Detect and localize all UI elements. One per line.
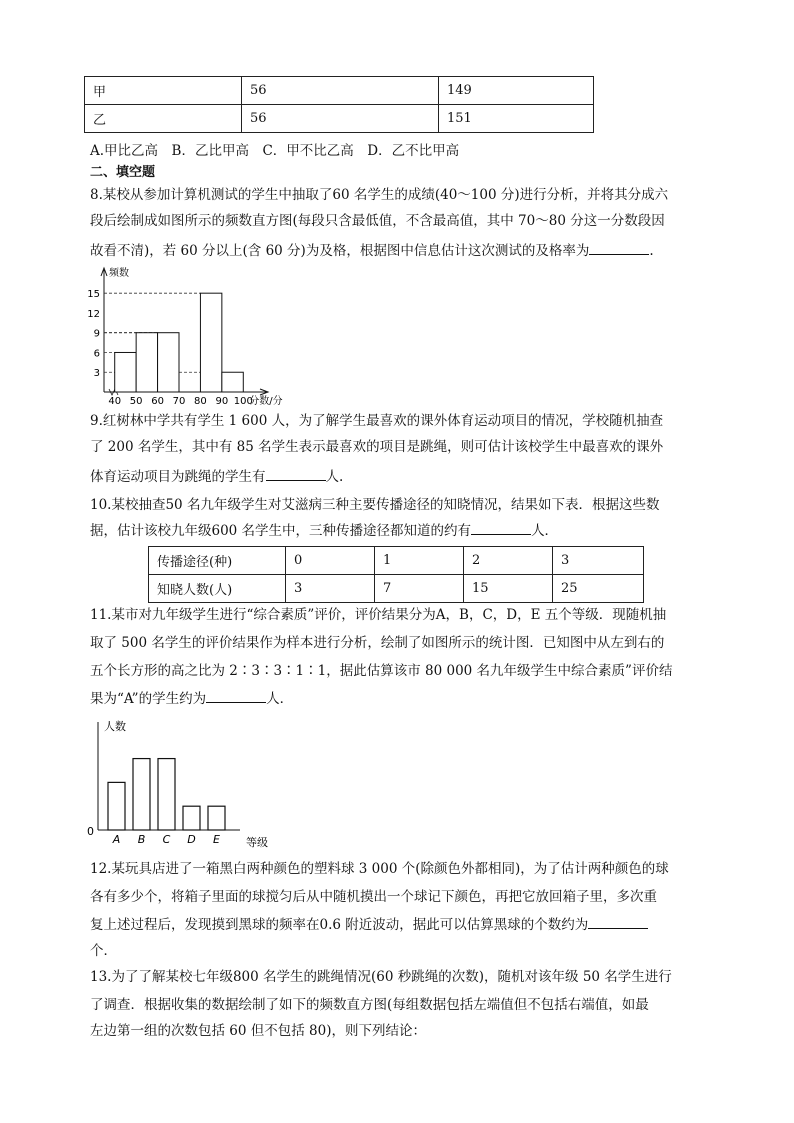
x-tick-label: 70: [172, 396, 186, 406]
x-tick-label: 50: [129, 396, 143, 406]
q10-end: 人．: [531, 523, 559, 539]
q8-line3: [90, 240, 710, 262]
table-cell: 56: [242, 105, 439, 133]
x-tick-label: A: [112, 833, 121, 846]
q10-line2: [90, 520, 710, 542]
x-tick-label: 80: [194, 396, 207, 406]
y-tick-label: 15: [87, 289, 100, 301]
origin-label: 0: [87, 825, 94, 838]
q10-line1: 10.某校抽查50 名九年级学生对艾滋病三种主要传播途径的知晓情况，结果如下表．根据这些数: [90, 497, 660, 513]
answer-blank[interactable]: [206, 688, 266, 703]
q9-text: 体育运动项目为跳绳的学生有: [90, 469, 266, 485]
table-cell: 0: [286, 547, 375, 575]
y-tick-label: 3: [93, 368, 100, 380]
y-tick-label: 6: [93, 348, 100, 360]
grade-bar: [208, 806, 225, 830]
q12-line4: 个．: [90, 943, 117, 959]
q9-line1: 9.红树林中学共有学生 1 600 人，为了解学生最喜欢的课外体育运动项目的情况，学校随机抽查: [90, 413, 664, 429]
q8-line1: 8.某校从参加计算机测试的学生中抽取了60 名学生的成绩(40～100 分)进行分析，并将其分成六: [90, 187, 669, 203]
x-axis-label: 等级: [246, 836, 268, 849]
x-tick-label: 90: [215, 396, 229, 406]
histogram-chart: [80, 266, 320, 406]
y-tick-label: 9: [93, 328, 100, 340]
table-cell: 传播途径(种): [149, 547, 286, 575]
q9-line3: [90, 466, 710, 488]
q9-line2: 了 200 名学生，其中有 85 名学生表示最喜欢的项目是跳绳，则可估计该校学生中最喜欢的课外: [90, 439, 664, 455]
grade-bar: [183, 806, 200, 830]
table-cell: 甲: [85, 77, 242, 105]
x-tick-label: B: [137, 833, 146, 846]
grade-bar: [133, 759, 150, 830]
q13-line3: 左边第一组的次数包括 60 但不包括 80)，则下列结论：: [90, 1023, 426, 1039]
answer-blank[interactable]: [588, 914, 648, 929]
histogram-bar: [136, 333, 157, 392]
q13-line2: 了调查．根据收集的数据绘制了如下的频数直方图(每组数据包括左端值但不包括右端值，如最: [90, 997, 649, 1013]
answer-blank[interactable]: [266, 466, 326, 481]
q10-table: [148, 546, 644, 603]
table-row: [85, 105, 594, 133]
q11-line3: 五个长方形的高之比为 2∶3∶3∶1∶1，据此估算该市 80 000 名九年级学生中综合素质”评价结: [90, 663, 673, 679]
table-cell: 15: [464, 575, 553, 603]
q13-line1: 13.为了了解某校七年级800 名学生的跳绳情况(60 秒跳绳的次数)，随机对该年级 50 名学生进行: [90, 969, 672, 985]
table-row: [149, 547, 644, 575]
table-cell: 3: [553, 547, 644, 575]
section-title: 二、填空题: [90, 165, 156, 180]
table-cell: 1: [375, 547, 464, 575]
table-cell: 知晓人数(人): [149, 575, 286, 603]
histogram-bar: [200, 293, 221, 392]
table-row: [149, 575, 644, 603]
table-cell: 56: [242, 77, 439, 105]
histogram-bar: [158, 333, 179, 392]
x-tick-label: 100: [233, 396, 253, 406]
q8-text: 故看不清)，若 60 分以上(含 60 分)为及格，根据图中信息估计这次测试的及格率为: [90, 243, 590, 259]
x-tick-label: 40: [108, 396, 122, 406]
histogram-bar: [115, 352, 136, 392]
q11-line2: 取了 500 名学生的评价结果作为样本进行分析，绘制了如图所示的统计图．已知图中从左到右的: [90, 635, 665, 651]
grade-bar: [158, 759, 175, 830]
table-row: [85, 77, 594, 105]
y-axis-label: 人数: [104, 720, 126, 733]
x-tick-label: 60: [151, 396, 164, 406]
top-table: [84, 76, 594, 133]
grade-bar: [108, 782, 125, 830]
x-axis-label: 分数/分: [249, 396, 283, 406]
q12-line2: 各有多少个，将箱子里面的球搅匀后从中随机摸出一个球记下颜色，再把它放回箱子里，多次重: [90, 889, 657, 905]
q11-line4: [90, 688, 710, 710]
x-tick-label: E: [213, 833, 220, 846]
histogram-bar: [222, 372, 243, 392]
table-cell: 7: [375, 575, 464, 603]
q12-text: 复上述过程后，发现摸到黑球的频率在0.6 附近波动，据此可以估算黑球的个数约为: [90, 917, 589, 933]
q7-options: A.甲比乙高 B．乙比甲高 C．甲不比乙高 D．乙不比甲高: [90, 143, 460, 159]
q11-line1: 11.某市对九年级学生进行“综合素质”评价，评价结果分为A，B，C，D，E 五个等级．现随机抽: [90, 607, 667, 623]
answer-blank[interactable]: [589, 240, 649, 255]
q12-line3: [90, 914, 710, 936]
table-cell: 149: [439, 77, 594, 105]
q8-end: .: [649, 243, 654, 259]
y-axis-label: 频数: [109, 268, 129, 279]
q11-end: 人．: [266, 691, 294, 707]
grade-bar-chart: [84, 716, 284, 850]
y-tick-label: 12: [87, 308, 100, 320]
table-cell: 3: [286, 575, 375, 603]
table-cell: 乙: [85, 105, 242, 133]
q11-text: 果为“A”的学生约为: [90, 691, 207, 707]
x-tick-label: C: [162, 833, 171, 846]
q10-text: 据，估计该校九年级600 名学生中，三种传播途径都知道的约有: [90, 523, 472, 539]
q12-line1: 12.某玩具店进了一箱黑白两种颜色的塑料球 3 000 个(除颜色外都相同)，为了估计两种颜色的球: [90, 861, 669, 877]
q8-line2: 段后绘制成如图所示的频数直方图(每段只含最低值，不含最高值，其中 70～80 分这一分数段因: [90, 213, 665, 229]
x-tick-label: D: [187, 833, 196, 846]
q9-end: 人.: [325, 469, 344, 485]
table-cell: 151: [439, 105, 594, 133]
answer-blank[interactable]: [471, 520, 531, 535]
table-cell: 2: [464, 547, 553, 575]
table-cell: 25: [553, 575, 644, 603]
